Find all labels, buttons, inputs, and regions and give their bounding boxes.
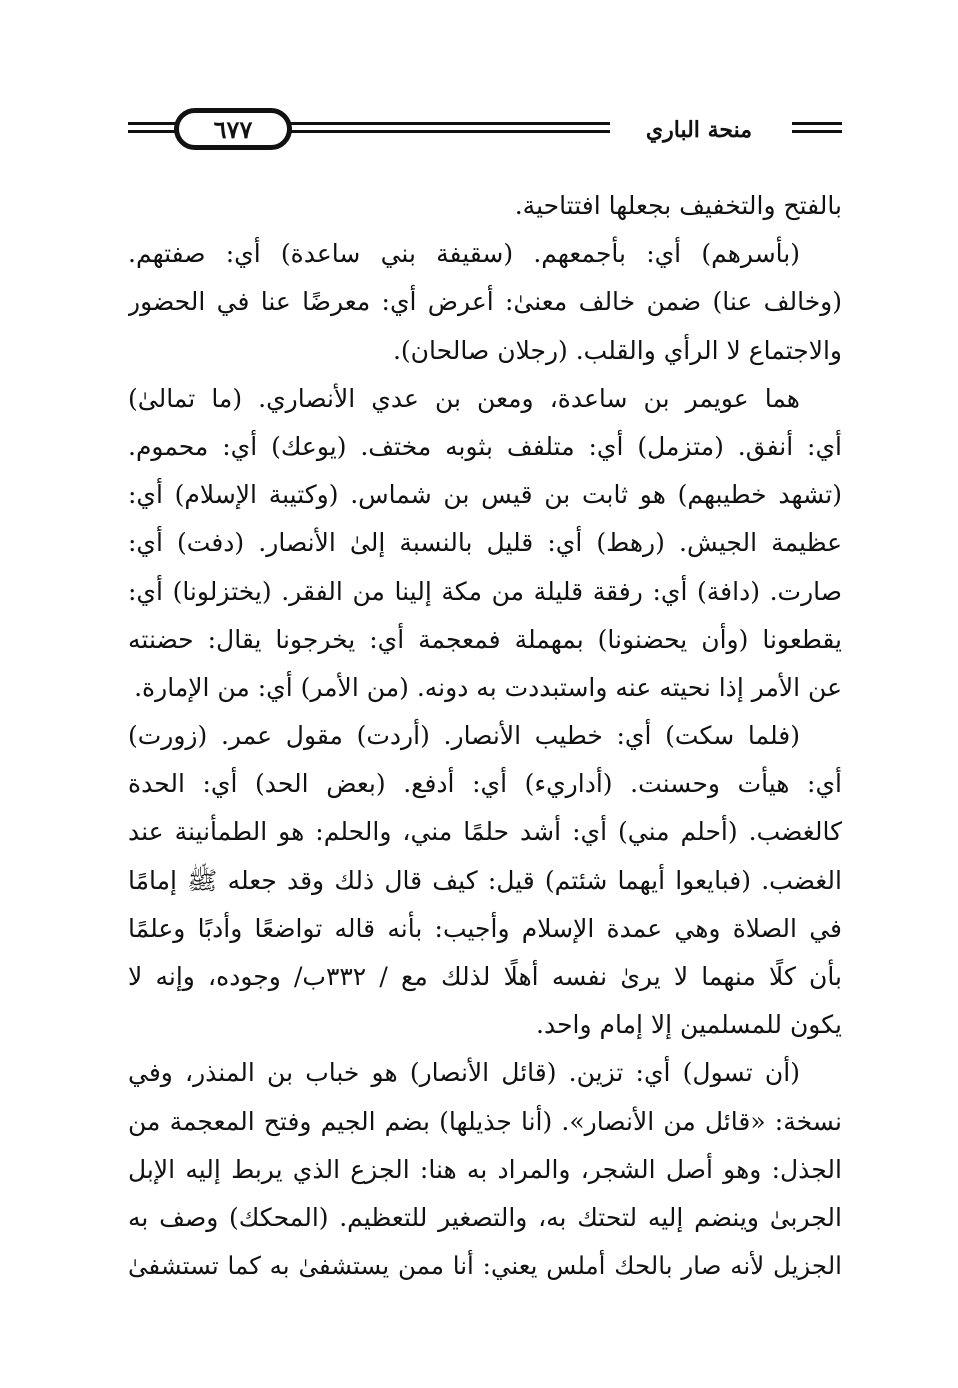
text-line: هما عويمر بن ساعدة، ومعن بن عدي الأنصاري. (ما تمالىٰ) [128,383,800,413]
text-line: بالفتح والتخفيف بجعلها افتتاحية. [514,191,842,220]
text-line: والاجتماع لا الرأي والقلب. (رجلان صالحان). [392,335,842,365]
text-line: (تشهد خطيبهم) هو ثابت بن قيس بن شماس. (وكتيبة الإسلام) أي: [128,480,842,510]
header-rule-right-bottom [792,130,842,133]
text-line: أي: هيأت وحسنت. (أداريء) أي: أدفع. (بعض الحد) أي: الحدة [128,769,842,799]
text-line: (وخالف عنا) ضمن خالف معنىٰ: أعرض أي: معرضًا عنا في الحضور [128,287,842,317]
text-line: الجربىٰ وينضم إليه لتحتك به، والتصغير للتعظيم. (المحكك) وصف به [128,1202,842,1232]
text-line: (أن تسول) أي: تزين. (قائل الأنصار) هو خباب بن المنذر، وفي [128,1058,800,1088]
text-line: الغضب. (فبايعوا أيهما شئتم) قيل: كيف قال ذلك وقد جعله ﷺ إمامًا [128,865,842,895]
text-line: أي: أنفق. (متزمل) أي: متلفف بثوبه مختف. (يوعك) أي: محموم. [128,431,842,461]
header-rule-long-top [288,122,610,125]
text-line: كالغضب. (أحلم مني) أي: أشد حلمًا مني، والحلم: هو الطمأنينة عند [128,817,842,847]
header-rule-left-bottom [128,130,178,133]
text-line: يكون للمسلمين إلا إمام واحد. [536,1010,842,1040]
text-line: في الصلاة وهي عمدة الإسلام وأجيب: بأنه قاله تواضعًا وأدبًا وعلمًا [128,913,842,943]
text-line: نسخة: «قائل من الأنصار». (أنا جذيلها) بضم الجيم وفتح المعجمة من [128,1106,842,1136]
text-line: عظيمة الجيش. (رهط) أي: قليل بالنسبة إلىٰ الأنصار. (دفت) أي: [128,528,842,558]
text-line: يقطعونا (وأن يحضنونا) بمهملة فمعجمة أي: يخرجونا يقال: حضنته [128,624,842,654]
text-line: (فلما سكت) أي: خطيب الأنصار. (أردت) مقول عمر. (زورت) [128,721,800,751]
book-title: منحة الباري [645,117,752,143]
text-line: بأن كلًا منهما لا يرىٰ نفسه أهلًا لذلك مع / ٣٣٢ب/ وجوده، وإنه لا [128,962,842,991]
text-line: (بأسرهم) أي: بأجمعهم. (سقيفة بني ساعدة) أي: صفتهم. [128,239,800,269]
text-line: عن الأمر إذا نحيته عنه واستبددت به دونه. (من الأمر) أي: من الإمارة. [134,672,842,702]
body-text [128,182,842,1290]
header-rule-long-bottom [288,130,610,133]
header-rule-right-top [792,122,842,125]
text-line: الجزيل لأنه صار بالحك أملس يعني: أنا ممن يستشفىٰ به كما تستشفىٰ [128,1251,842,1281]
text-line: صارت. (دافة) أي: رفقة قليلة من مكة إلينا من الفقر. (يختزلونا) أي: [128,576,842,606]
header-rule-left-top [128,122,178,125]
text-line: الجذل: وهو أصل الشجر، والمراد به هنا: الجزع الذي يربط إليه الإبل [128,1154,842,1184]
page-number-ornament [174,108,292,150]
page-number: ٦٧٧ [213,114,253,144]
page-header [128,108,842,154]
